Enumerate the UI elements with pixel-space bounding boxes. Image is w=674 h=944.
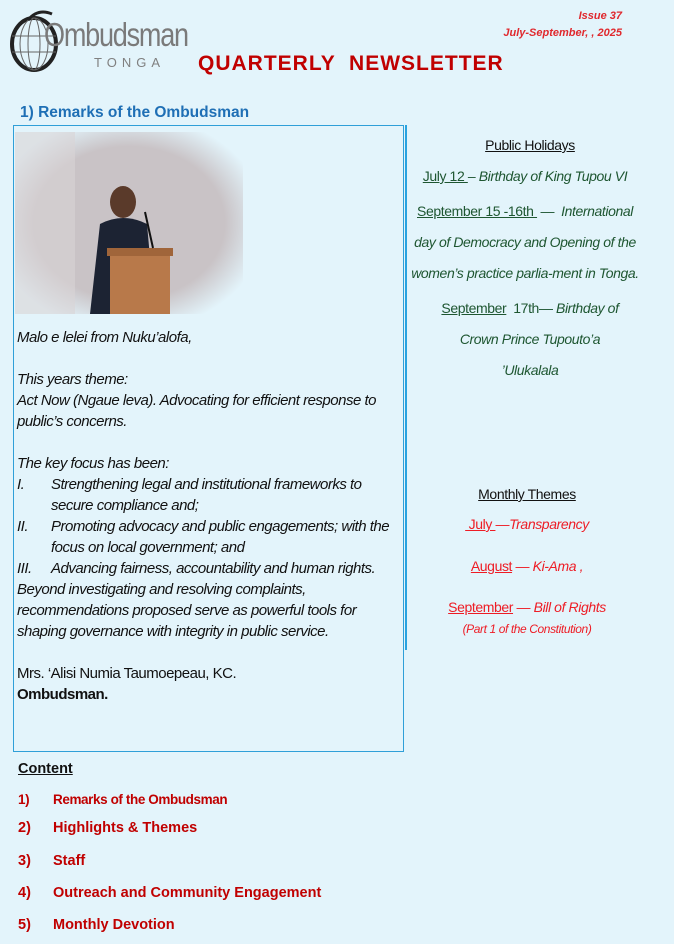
focus-intro: The key focus has been: bbox=[17, 455, 169, 472]
theme-item bbox=[407, 599, 647, 615]
ombudsman-photo bbox=[15, 132, 243, 314]
holiday-item bbox=[405, 168, 655, 184]
holiday-desc: Birthday of King Tupou VI bbox=[478, 168, 628, 184]
focus-item bbox=[17, 516, 403, 558]
toc-label: Outreach and Community Engagement bbox=[53, 885, 322, 901]
focus-item bbox=[17, 558, 403, 579]
toc-label: Remarks of the Ombudsman bbox=[53, 792, 228, 807]
toc-item[interactable] bbox=[18, 820, 197, 836]
focus-item bbox=[17, 474, 403, 516]
holiday-item bbox=[405, 293, 655, 386]
public-holidays-heading: Public Holidays bbox=[485, 137, 575, 153]
toc-label: Staff bbox=[53, 853, 86, 869]
remarks-body bbox=[17, 327, 403, 705]
toc-item[interactable] bbox=[18, 917, 175, 933]
focus-text: Strengthening legal and institutional frameworks to secure compliance and; bbox=[51, 476, 362, 514]
focus-num: III. bbox=[17, 560, 32, 577]
holiday-date: July 12 bbox=[422, 168, 468, 184]
theme-dash: — bbox=[513, 599, 534, 615]
toc-item[interactable] bbox=[18, 792, 227, 807]
content-heading: Content bbox=[18, 761, 73, 777]
toc-num: 5) bbox=[18, 917, 31, 933]
toc-num: 4) bbox=[18, 885, 31, 901]
theme-name: Ki-Ama , bbox=[532, 558, 584, 574]
holiday-date: September bbox=[441, 300, 507, 316]
focus-num: I. bbox=[17, 476, 25, 493]
newsletter-title: QUARTERLY NEWSLETTER bbox=[198, 52, 504, 75]
theme-dash: — bbox=[495, 516, 510, 532]
logo-subtext: TONGA bbox=[94, 55, 165, 70]
theme-name: Transparency bbox=[509, 516, 589, 532]
toc-num: 1) bbox=[18, 792, 30, 807]
toc-num: 2) bbox=[18, 820, 31, 836]
theme-month: August bbox=[470, 558, 513, 574]
toc-label: Monthly Devotion bbox=[53, 917, 175, 933]
toc-item[interactable] bbox=[18, 885, 321, 901]
theme-note: (Part 1 of the Constitution) bbox=[462, 622, 592, 636]
focus-text: Advancing fairness, accountability and human rights. bbox=[51, 560, 376, 577]
holiday-dash: — bbox=[537, 203, 562, 219]
greeting: Malo e lelei from Nuku’alofa, bbox=[17, 329, 192, 346]
holiday-dash: 17th— bbox=[506, 300, 557, 316]
theme-item bbox=[407, 516, 647, 532]
monthly-themes-heading: Monthly Themes bbox=[478, 486, 576, 502]
focus-text: Promoting advocacy and public engagements; with the focus on local government; and bbox=[51, 518, 390, 556]
focus-num: II. bbox=[17, 518, 29, 535]
issue-info bbox=[503, 8, 622, 42]
issue-period: July-September, , 2025 bbox=[503, 27, 622, 39]
toc-label: Highlights & Themes bbox=[53, 820, 198, 836]
ombudsman-logo bbox=[8, 6, 188, 72]
theme-text: Act Now (Ngaue leva). Advocating for efficient response to public’s concerns. bbox=[17, 392, 376, 430]
logo-text: Ombudsman bbox=[44, 16, 188, 53]
signature bbox=[17, 663, 403, 705]
holiday-item bbox=[405, 196, 655, 289]
holiday-desc: International day of Democracy and Opening of the women’s practice parlia-ment in Tonga. bbox=[411, 203, 639, 281]
public-holidays bbox=[405, 137, 655, 386]
theme-month: September bbox=[448, 599, 514, 615]
theme-item bbox=[407, 558, 647, 574]
theme-label: This years theme: bbox=[17, 371, 128, 388]
holiday-dash: – bbox=[467, 168, 479, 184]
holiday-date: September 15 -16th bbox=[417, 203, 538, 219]
issue-number: Issue 37 bbox=[578, 10, 622, 22]
toc-item[interactable] bbox=[18, 853, 85, 869]
remarks-heading: 1) Remarks of the Ombudsman bbox=[20, 104, 250, 121]
toc-num: 3) bbox=[18, 853, 31, 869]
holiday-desc: Birthday of Crown Prince Tupouto’a ’Ulukalala bbox=[459, 300, 619, 378]
theme-month: July bbox=[465, 516, 496, 532]
theme-name: Bill of Rights bbox=[533, 599, 606, 615]
signature-name: Mrs. ‘Alisi Numia Taumoepeau, KC. bbox=[17, 665, 237, 682]
theme-dash: — bbox=[512, 558, 533, 574]
signature-title: Ombudsman. bbox=[17, 686, 108, 703]
closing-paragraph: Beyond investigating and resolving complaints, recommendations proposed serve as powerful tools for shaping governance with integrity in public service. bbox=[17, 581, 357, 640]
